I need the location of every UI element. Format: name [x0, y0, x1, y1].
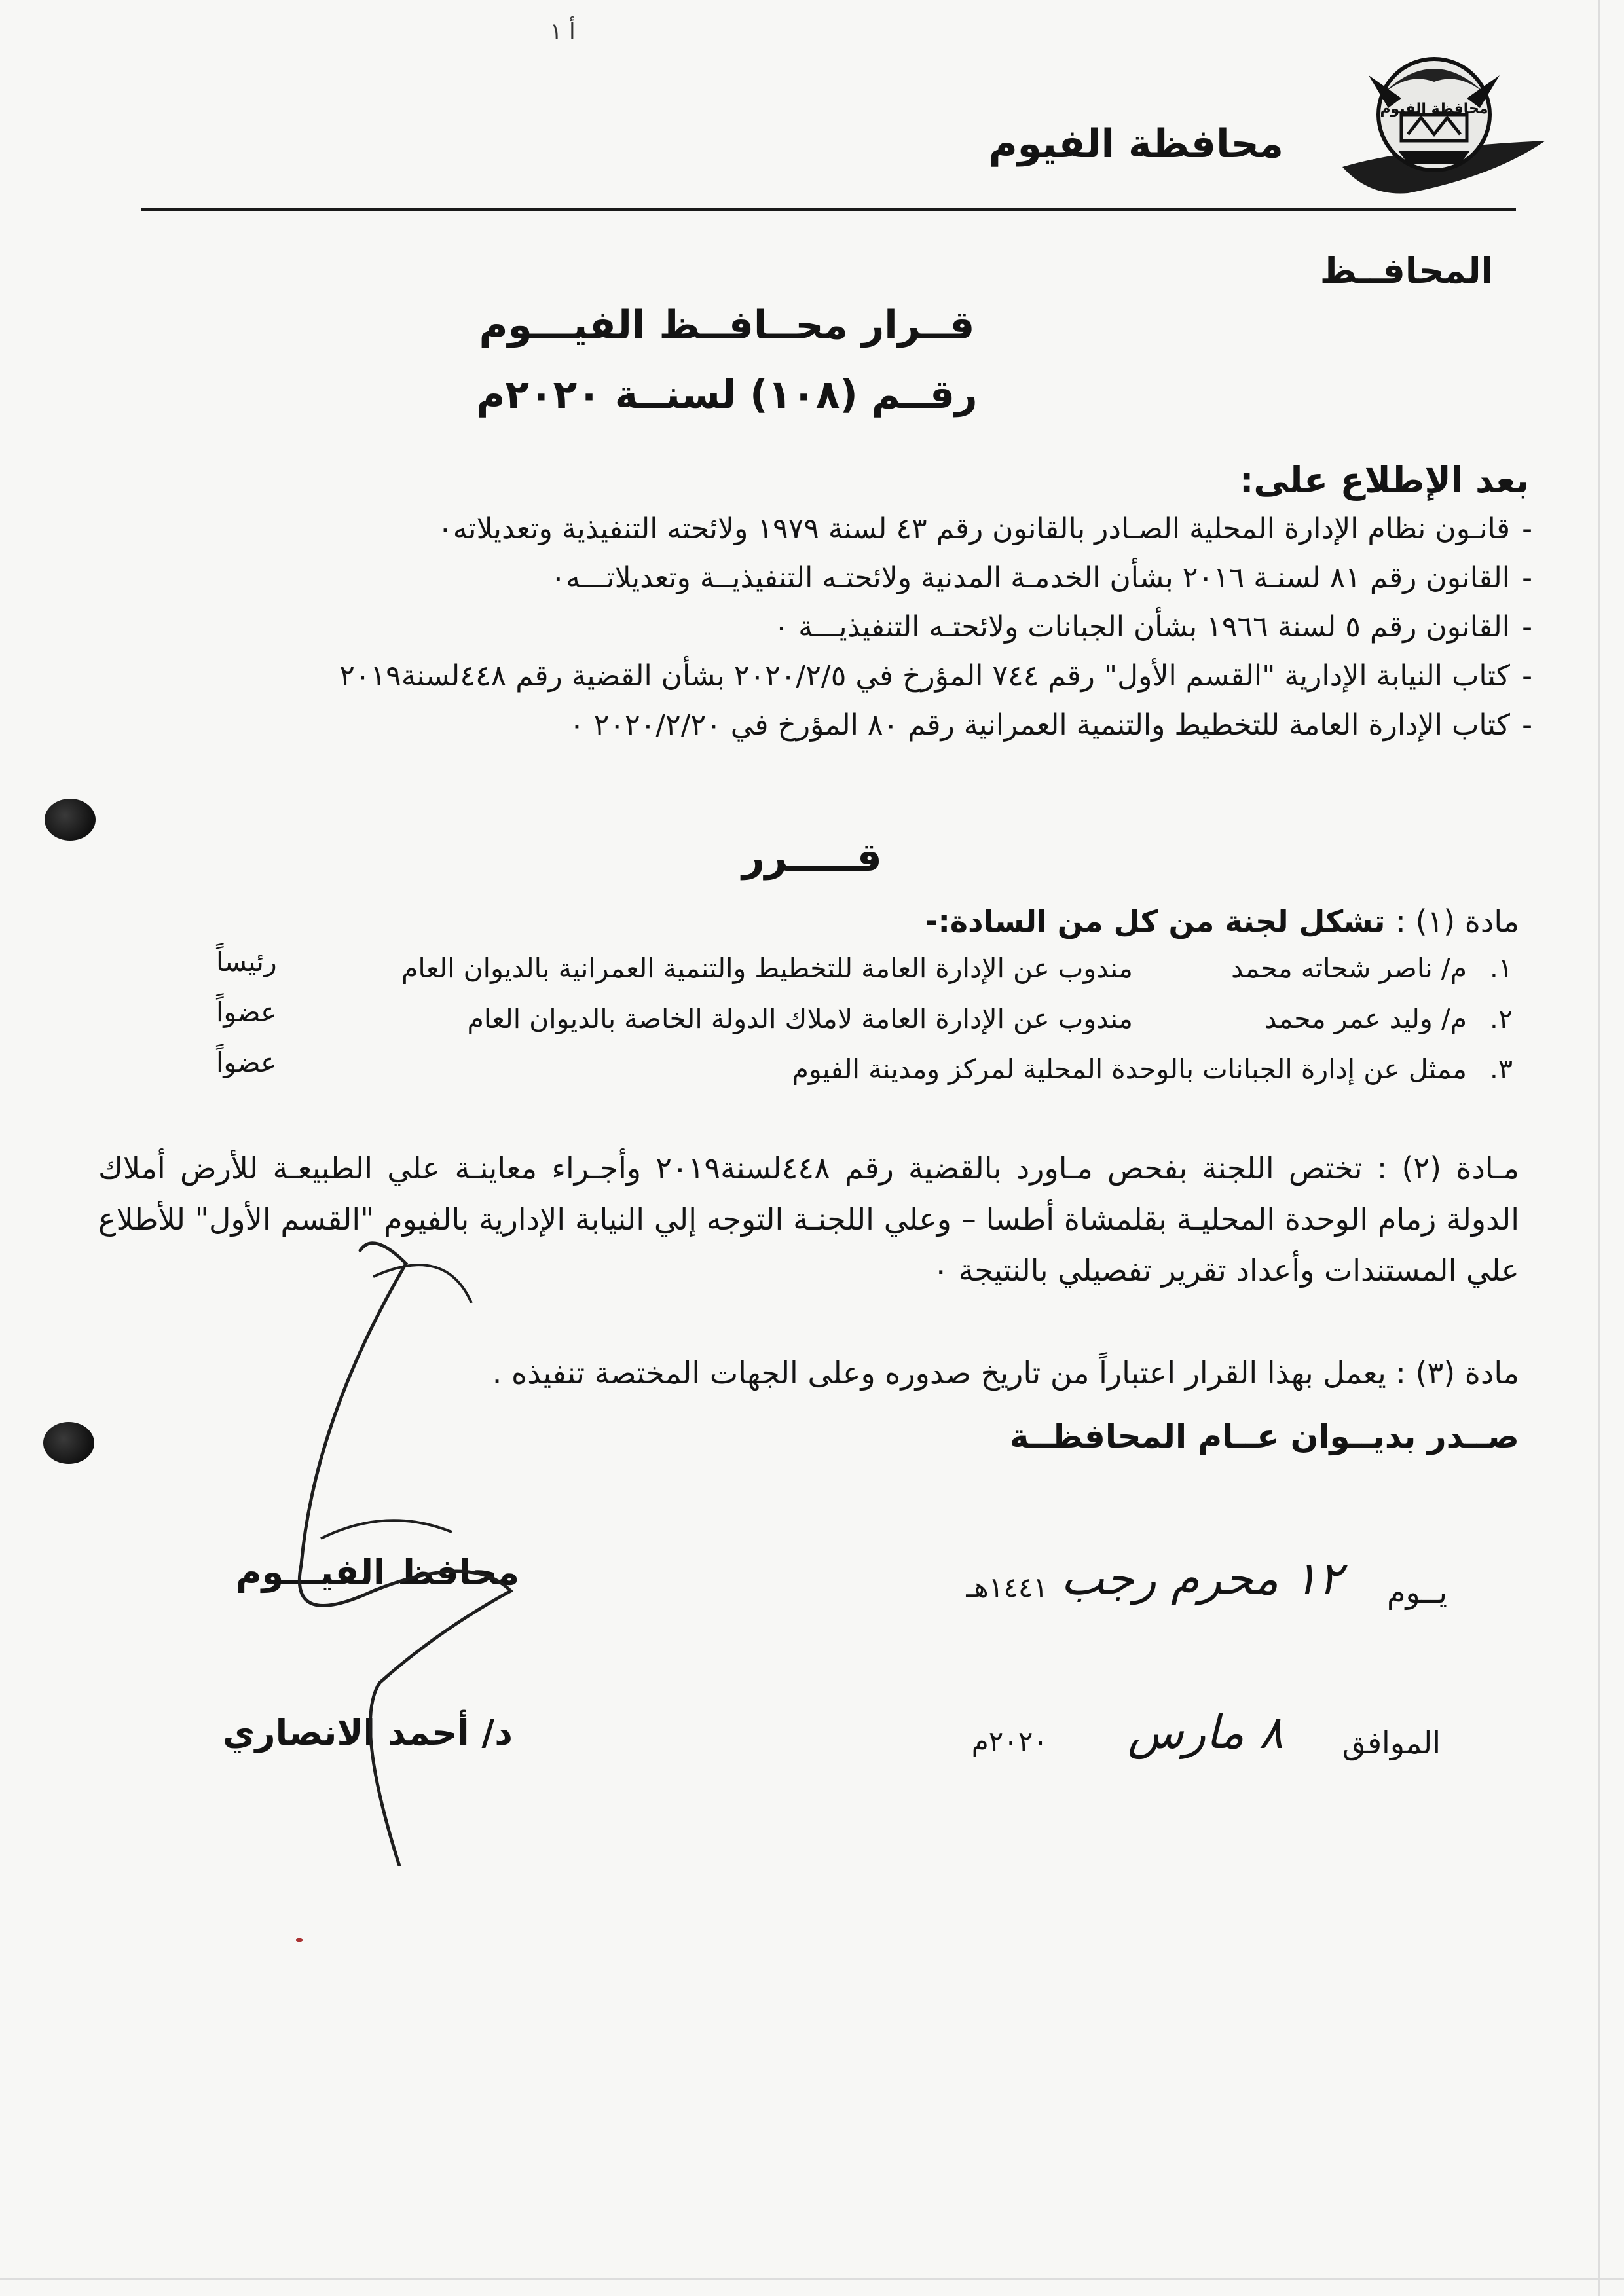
article-1-heading: [925, 903, 1519, 939]
article-1-label: مادة (١) :: [1395, 903, 1519, 939]
scan-edge: [1598, 0, 1600, 2296]
punch-hole: [43, 1422, 94, 1464]
member-role: عضواً: [216, 996, 277, 1028]
signatory-title: محافظ الفيـــوم: [236, 1552, 520, 1593]
member-number: ٣.: [1489, 1053, 1513, 1085]
member-row: [138, 1047, 1513, 1104]
hijri-year: ١٤٤١هـ: [966, 1571, 1048, 1603]
member-number: ١.: [1489, 953, 1513, 984]
decree-number: رقــم (١٠٨) لسنــة ٢٠٢٠م: [476, 372, 978, 418]
article-1-title: تشكل لجنة من كل من السادة:-: [925, 903, 1386, 939]
office-label: المحافــظ: [1320, 250, 1493, 291]
reference-item: - القانون رقم ٥ لسنة ١٩٦٦ بشأن الجبانات ولائحتـه التنفيذيـــة ٠: [92, 602, 1532, 651]
member-role: رئيساً: [216, 946, 277, 977]
member-row: [138, 946, 1513, 1003]
hijri-date-handwritten: ١٢ محرم رجب: [1060, 1552, 1342, 1605]
hijri-date-label: يــوم: [1387, 1575, 1447, 1610]
reference-item: - قانـون نظام الإدارة المحلية الصـادر بالقانون رقم ٤٣ لسنة ١٩٧٩ ولائحته التنفيذية وتعديلاته٠: [92, 504, 1532, 553]
member-row: [138, 996, 1513, 1053]
punch-hole: [45, 799, 96, 841]
member-description: مندوب عن الإدارة العامة لاملاك الدولة الخاصة بالديوان العام: [467, 1003, 1133, 1034]
header-divider: [141, 208, 1516, 211]
member-name: م/ وليد عمر محمد: [1264, 1003, 1467, 1034]
gregorian-year: ٢٠٢٠م: [971, 1725, 1048, 1757]
member-name: م/ ناصر شحاته محمد: [1231, 953, 1467, 984]
reference-item: - القانون رقم ٨١ لسنـة ٢٠١٦ بشأن الخدمـة المدنية ولائحتـه التنفيذيــة وتعديلاتـــه٠: [92, 553, 1532, 602]
member-role: عضواً: [216, 1047, 277, 1078]
reference-list: [92, 504, 1532, 750]
handwritten-signature: [275, 1224, 550, 1866]
scan-edge: [0, 2278, 1624, 2280]
signatory-name: د/ أحمد الانصاري: [223, 1712, 513, 1753]
reference-item: - كتاب النيابة الإدارية "القسم الأول" رقم ٧٤٤ المؤرخ في ٢٠٢٠/٢/٥ بشأن القضية رقم ٤٤٨لسنة٢٠١٩: [92, 651, 1532, 701]
fayoum-governorate-emblem: [1329, 36, 1552, 200]
reference-item: - كتاب الإدارة العامة للتخطيط والتنمية العمرانية رقم ٨٠ المؤرخ في ٢٠٢٠/٢/٢٠ ٠: [92, 701, 1532, 750]
member-description: مندوب عن الإدارة العامة للتخطيط والتنمية العمرانية بالديوان العام: [401, 953, 1133, 984]
issued-at: صــدر بديــوان عــام المحافظــة: [1009, 1417, 1519, 1455]
scan-marks: أ ١: [550, 18, 576, 45]
emblem-text: محافظة الفيوم: [1380, 101, 1488, 117]
decision-heading: قـــــرر: [742, 835, 882, 881]
article-3-label: مادة (٣) :: [1395, 1355, 1519, 1391]
member-number: ٢.: [1489, 1003, 1513, 1034]
gregorian-date-handwritten: ٨ مارس: [1128, 1705, 1283, 1759]
governorate-title: محافظة الفيوم: [988, 121, 1283, 167]
article-2-text: تختص اللجنة بفحص مـاورد بالقضية رقم ٤٤٨لسنة٢٠١٩ وأجـراء معاينـة علي الطبيعـة للأرض أملاك الدولة زمام الوحدة المحليـة بقلمشاة أطسا – وعلي اللجنـة التوجه إلي النيابة الإدارية بالفيوم "القسم الأول" للأطلاع علي المستندات وأعداد تقرير تفصيلي بالنتيجة ٠: [98, 1150, 1519, 1288]
article-3: [492, 1355, 1519, 1391]
scan-speck: [296, 1938, 303, 1942]
gregorian-date-label: الموافق: [1342, 1725, 1441, 1760]
committee-members: [138, 946, 1513, 1104]
decree-title: قــرار محــافــظ الفيـــوم: [479, 302, 975, 348]
member-name: ممثل عن إدارة الجبانات بالوحدة المحلية لمركز ومدينة الفيوم: [792, 1053, 1467, 1085]
preamble-heading: بعد الإطلاع على:: [1239, 460, 1529, 501]
article-2-label: مـادة (٢) :: [1376, 1150, 1520, 1186]
article-3-text: يعمل بهذا القرار اعتباراً من تاريخ صدوره وعلى الجهات المختصة تنفيذه .: [492, 1355, 1386, 1391]
